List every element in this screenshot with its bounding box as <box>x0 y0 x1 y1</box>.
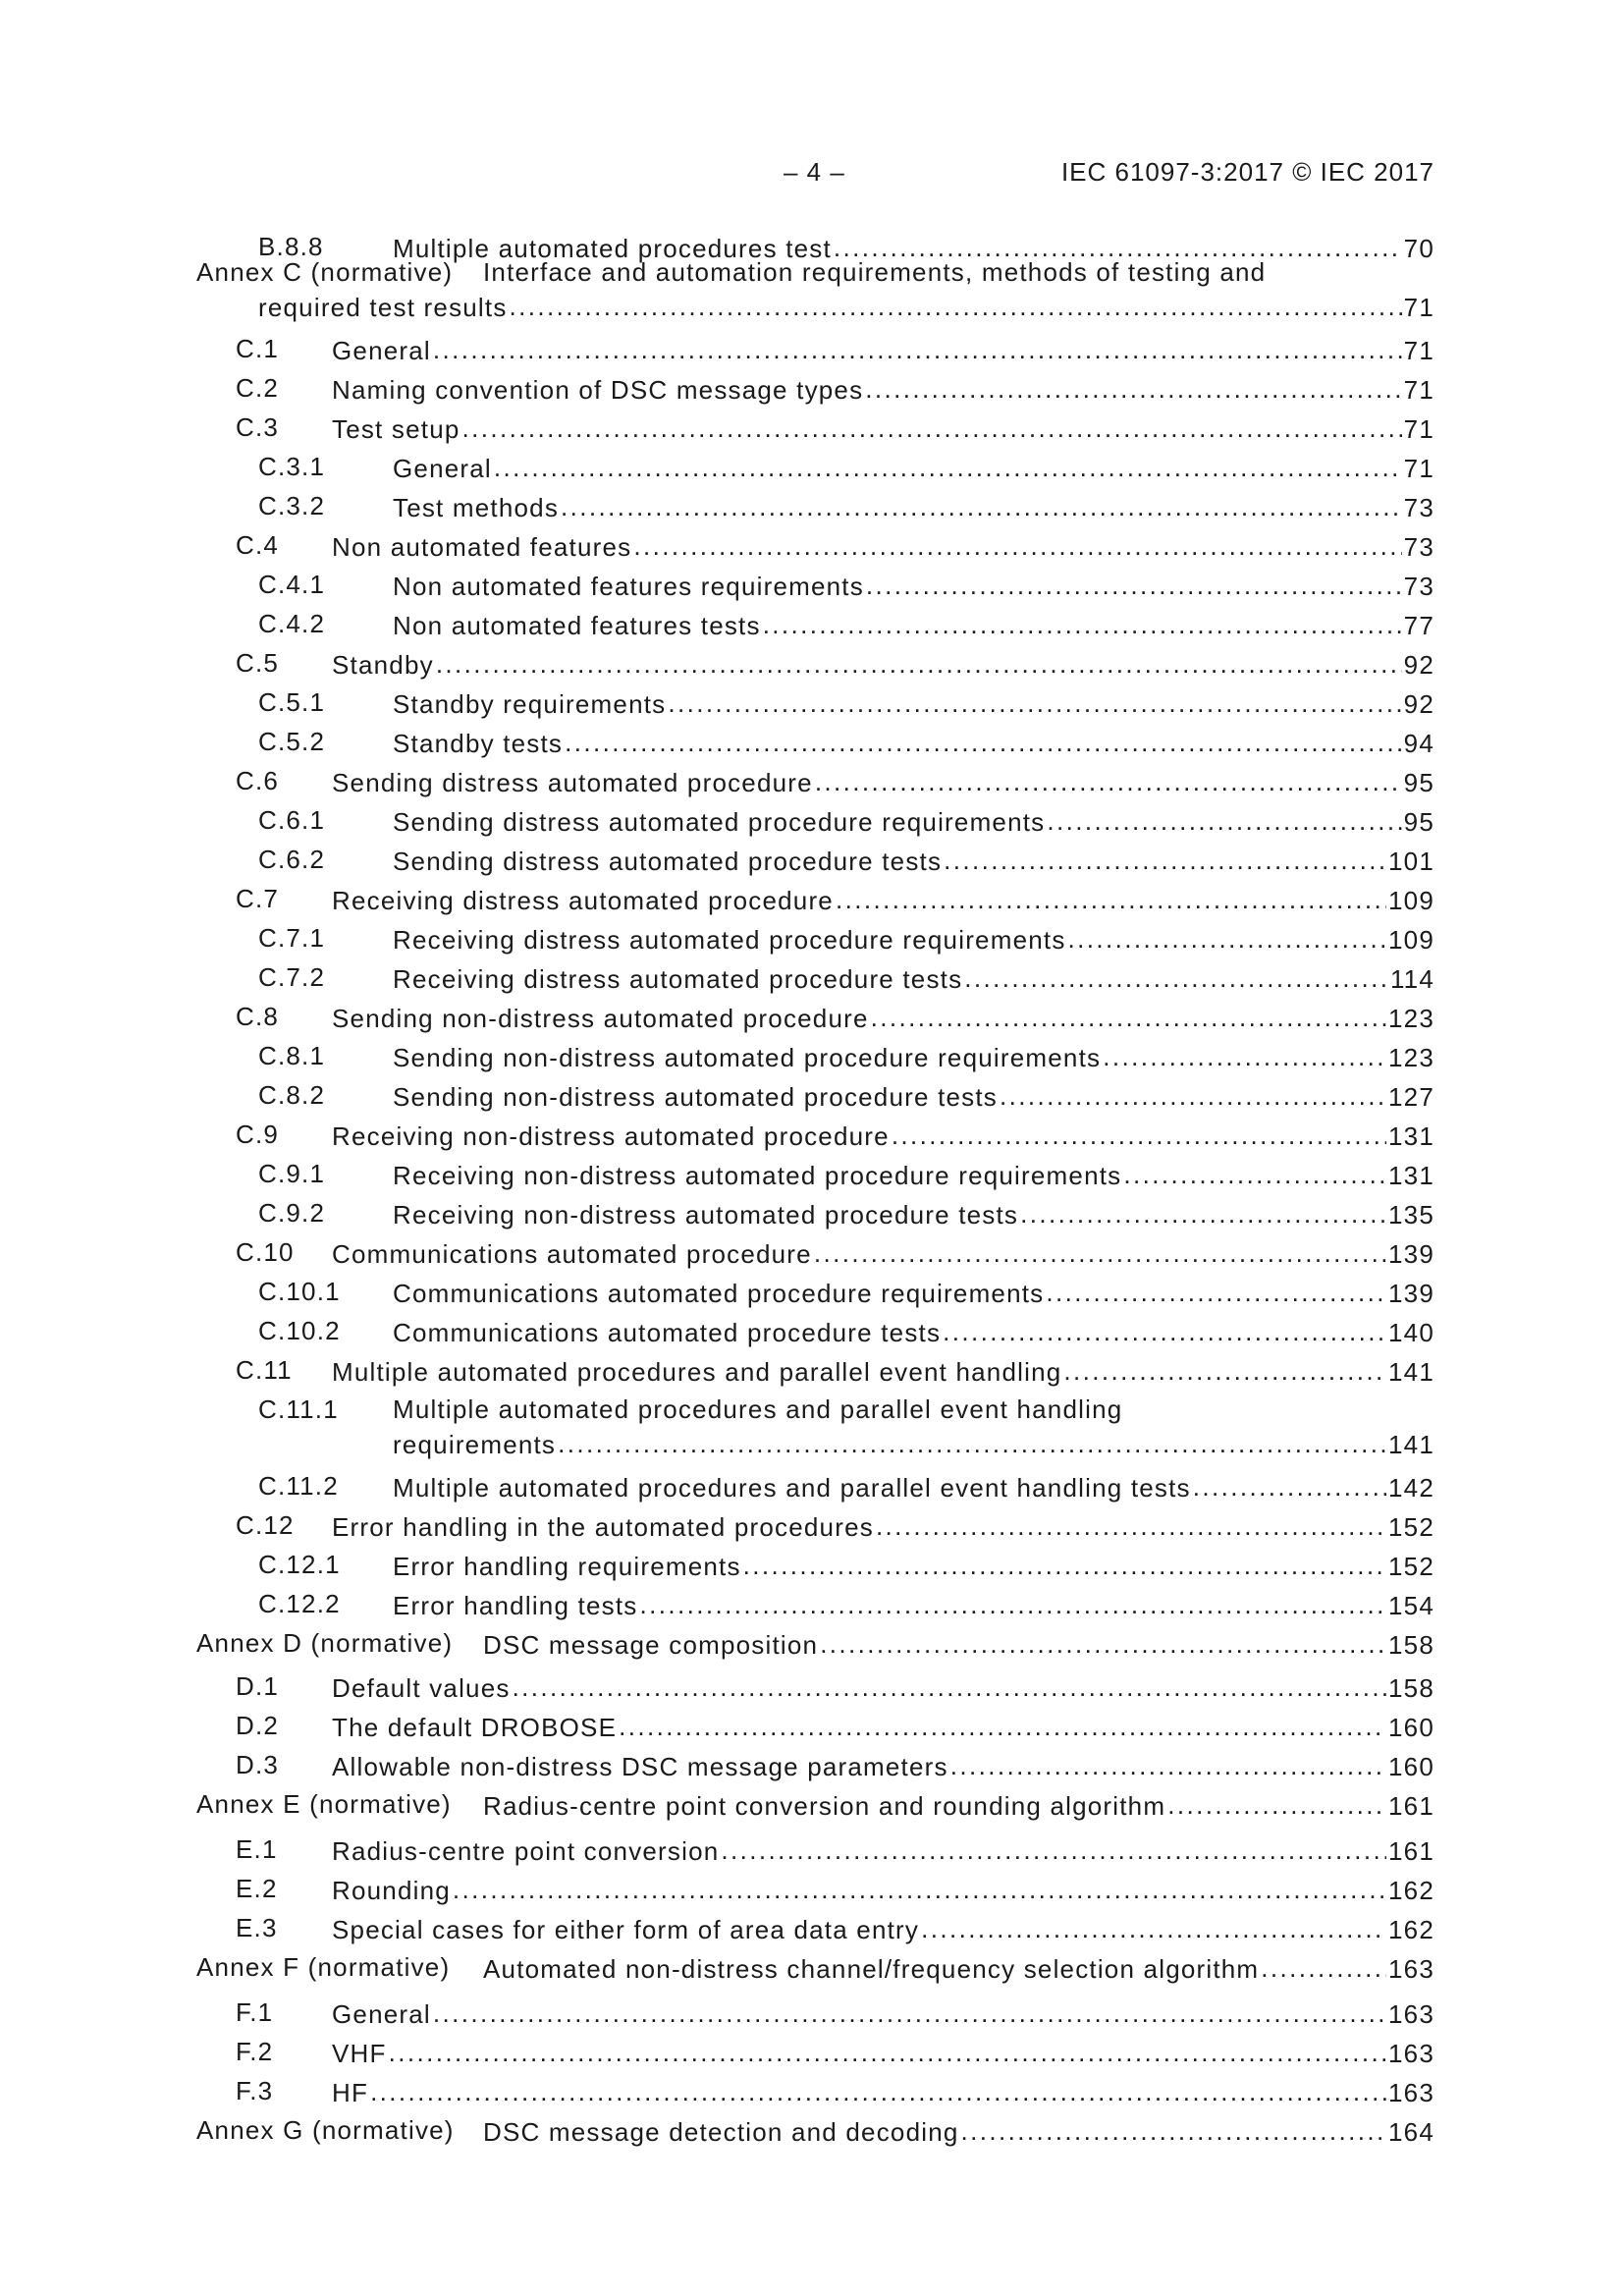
dot-leader <box>950 1750 1386 1776</box>
page-ref: 92 <box>1403 689 1434 719</box>
page-ref: 70 <box>1403 234 1434 263</box>
toc-entry[interactable] <box>0 1316 1623 1351</box>
entry-line <box>393 570 1434 602</box>
dot-leader <box>433 334 1402 359</box>
entry-line <box>332 1355 1434 1388</box>
entry-line <box>393 1316 1434 1348</box>
entry-title: Radius-centre point conversion <box>332 1836 720 1866</box>
toc-entry[interactable] <box>0 1628 1623 1664</box>
page-header <box>0 157 1623 196</box>
annex-label: Annex C (normative) <box>196 257 454 287</box>
entry-title: Receiving non-distress automated procedure tests <box>393 1200 1019 1230</box>
toc-entry[interactable] <box>0 1237 1623 1273</box>
section-number: C.8.2 <box>258 1080 326 1110</box>
page-ref: 164 <box>1388 2117 1434 2147</box>
page-ref: 158 <box>1388 1630 1434 1660</box>
annex-label: Annex G (normative) <box>196 2115 455 2145</box>
toc-entry[interactable] <box>0 1952 1623 1988</box>
toc-entry[interactable] <box>0 2115 1623 2151</box>
toc-entry[interactable] <box>0 1913 1623 1948</box>
section-number: C.2 <box>236 373 280 403</box>
page-ref: 94 <box>1403 729 1434 758</box>
page-ref: 154 <box>1388 1591 1434 1620</box>
toc-entry[interactable] <box>0 2076 1623 2111</box>
dot-leader <box>921 1913 1386 1939</box>
page-ref: 163 <box>1388 2039 1434 2068</box>
page-ref: 135 <box>1388 1200 1434 1230</box>
dot-leader <box>743 1550 1386 1575</box>
section-number: C.8 <box>236 1002 280 1031</box>
dot-leader <box>453 1874 1386 1899</box>
dot-leader <box>943 1316 1386 1341</box>
toc-entry[interactable] <box>0 1394 1623 1459</box>
toc-entry[interactable] <box>0 687 1623 723</box>
toc-entry[interactable] <box>0 257 1623 322</box>
page-ref: 163 <box>1388 1954 1434 1984</box>
toc-entry[interactable] <box>0 1711 1623 1746</box>
section-number: C.10 <box>236 1237 295 1267</box>
entry-title: HF <box>332 2078 369 2107</box>
dot-leader <box>389 2037 1386 2062</box>
entry-title: DSC message detection and decoding <box>483 2117 959 2147</box>
toc-entry[interactable] <box>0 334 1623 369</box>
entry-title: requirements <box>393 1430 557 1459</box>
entry-line <box>258 291 1434 323</box>
toc-entry[interactable] <box>0 412 1623 448</box>
toc-entry[interactable] <box>0 1550 1623 1585</box>
entry-title: Error handling requirements <box>393 1552 741 1581</box>
dot-leader <box>865 373 1401 399</box>
entry-title: General <box>332 1999 431 2029</box>
dot-leader <box>1000 1080 1386 1106</box>
page-ref: 71 <box>1403 454 1434 483</box>
entry-line <box>332 648 1434 681</box>
dot-leader <box>1103 1041 1386 1066</box>
entry-line <box>393 1041 1434 1073</box>
entry-title: Multiple automated procedures and parallel event handling tests <box>393 1473 1191 1503</box>
entry-title: Sending non-distress automated procedure requirements <box>393 1043 1102 1072</box>
section-number: C.11.2 <box>258 1471 339 1501</box>
section-number: F.1 <box>236 1997 274 2027</box>
entry-line <box>332 1002 1434 1034</box>
page-ref: 163 <box>1388 2078 1434 2107</box>
entry-line <box>393 845 1434 877</box>
section-number: C.11.1 <box>258 1394 339 1424</box>
entry-title: Receiving distress automated procedure tests <box>393 964 963 994</box>
entry-title: Naming convention of DSC message types <box>332 375 864 405</box>
entry-title: Sending non-distress automated procedure <box>332 1004 869 1033</box>
dot-leader <box>668 687 1401 713</box>
entry-title: Test methods <box>393 493 560 522</box>
section-number: C.4 <box>236 530 280 560</box>
entry-line <box>393 1080 1434 1113</box>
section-number: C.7.1 <box>258 923 326 953</box>
entry-title: Standby <box>332 650 434 680</box>
dot-leader <box>1063 1355 1386 1381</box>
section-number: C.3 <box>236 412 280 442</box>
entry-title: Receiving non-distress automated procedure <box>332 1121 890 1151</box>
entry-title: The default DROBOSE <box>332 1713 618 1742</box>
toc-entry[interactable] <box>0 2037 1623 2072</box>
entry-title: Receiving distress automated procedure <box>332 886 834 915</box>
entry-line <box>393 923 1434 956</box>
page-ref: 141 <box>1388 1357 1434 1387</box>
section-number: C.5.1 <box>258 687 326 717</box>
entry-line <box>332 1120 1434 1152</box>
entry-line <box>483 1952 1434 1985</box>
page-ref: 131 <box>1388 1121 1434 1151</box>
entry-title: DSC message composition <box>483 1630 819 1660</box>
page-ref: 139 <box>1388 1279 1434 1308</box>
toc-entry[interactable] <box>0 452 1623 487</box>
section-number: D.3 <box>236 1750 280 1779</box>
page-ref: 163 <box>1388 1999 1434 2029</box>
toc-entry[interactable] <box>0 373 1623 409</box>
toc-entry[interactable] <box>0 648 1623 683</box>
page-ref: 127 <box>1388 1082 1434 1112</box>
entry-line <box>332 766 1434 798</box>
page-ref: 152 <box>1388 1512 1434 1542</box>
toc-entry[interactable] <box>0 1198 1623 1233</box>
dot-leader <box>836 884 1386 909</box>
entry-line <box>483 1789 1434 1822</box>
entry-title: VHF <box>332 2039 387 2068</box>
section-number: C.5.2 <box>258 727 326 756</box>
entry-title: Special cases for either form of area data entry <box>332 1915 920 1944</box>
section-number: C.11 <box>236 1355 293 1385</box>
page-ref: 140 <box>1388 1318 1434 1347</box>
dot-leader <box>834 232 1402 257</box>
toc-entry[interactable] <box>0 1080 1623 1116</box>
entry-title: General <box>393 454 492 483</box>
annex-label: Annex F (normative) <box>196 1952 451 1982</box>
dot-leader <box>763 609 1402 634</box>
toc-entry[interactable] <box>0 1471 1623 1506</box>
page-ref: 73 <box>1403 532 1434 562</box>
entry-line <box>332 530 1434 563</box>
section-number: C.7.2 <box>258 962 326 992</box>
entry-line <box>332 1997 1434 2030</box>
section-number: C.7 <box>236 884 280 913</box>
dot-leader <box>639 1589 1386 1614</box>
dot-leader <box>510 291 1402 316</box>
toc-entry[interactable] <box>0 884 1623 919</box>
section-number: C.12.2 <box>258 1589 341 1618</box>
entry-title: Error handling tests <box>393 1591 638 1620</box>
page-ref: 161 <box>1388 1791 1434 1821</box>
dot-leader <box>436 648 1402 674</box>
entry-title: Multiple automated procedures test <box>393 234 832 263</box>
entry-title: Communications automated procedure tests <box>393 1318 942 1347</box>
section-number: C.10.1 <box>258 1277 341 1306</box>
entry-title: required test results <box>258 293 508 322</box>
dot-leader <box>558 1428 1386 1453</box>
page-ref: 123 <box>1388 1004 1434 1033</box>
dot-leader <box>1068 923 1386 949</box>
toc-entry[interactable] <box>0 727 1623 762</box>
page-ref: 95 <box>1403 768 1434 797</box>
entry-line <box>393 1277 1434 1309</box>
page-ref: 161 <box>1388 1836 1434 1866</box>
entry-title: Sending distress automated procedure tests <box>393 847 943 876</box>
section-number: C.5 <box>236 648 280 678</box>
dot-leader <box>820 1628 1386 1654</box>
toc-entry[interactable] <box>0 1159 1623 1194</box>
entry-line <box>332 373 1434 406</box>
dot-leader <box>1193 1471 1386 1497</box>
section-number: E.2 <box>236 1874 278 1903</box>
dot-leader <box>494 452 1402 477</box>
entry-title: Sending distress automated procedure requirements <box>393 807 1046 837</box>
toc-entry[interactable] <box>0 1789 1623 1825</box>
entry-line <box>332 1237 1434 1270</box>
section-number: C.1 <box>236 334 280 363</box>
toc-entry[interactable] <box>0 1834 1623 1870</box>
page-ref: 114 <box>1389 964 1434 994</box>
page-ref: 131 <box>1388 1161 1434 1190</box>
entry-line <box>332 1510 1434 1543</box>
page-ref: 160 <box>1388 1752 1434 1781</box>
section-number: D.1 <box>236 1671 280 1701</box>
dot-leader <box>462 412 1402 438</box>
page-ref: 160 <box>1388 1713 1434 1742</box>
entry-title: Receiving distress automated procedure requirements <box>393 925 1066 955</box>
entry-line <box>393 962 1434 995</box>
page-ref: 142 <box>1388 1473 1434 1503</box>
section-number: C.6.1 <box>258 805 326 835</box>
entry-title: Test setup <box>332 414 460 444</box>
entry-line <box>393 452 1434 484</box>
section-number: C.12.1 <box>258 1550 341 1579</box>
entry-line <box>393 1159 1434 1191</box>
dot-leader <box>892 1120 1386 1145</box>
page-ref: 139 <box>1388 1239 1434 1269</box>
entry-line <box>332 1834 1434 1867</box>
page-number: – 4 – <box>784 157 845 187</box>
entry-title: Communications automated procedure <box>332 1239 812 1269</box>
page-ref: 71 <box>1403 336 1434 365</box>
entry-line <box>332 1750 1434 1782</box>
dot-leader <box>561 491 1402 517</box>
entry-line <box>332 1913 1434 1945</box>
entry-line <box>393 1589 1434 1621</box>
page-ref: 152 <box>1388 1552 1434 1581</box>
entry-line <box>332 412 1434 445</box>
entry-title: Non automated features requirements <box>393 572 864 601</box>
dot-leader <box>1167 1789 1386 1815</box>
page-ref: 109 <box>1388 925 1434 955</box>
entry-title: Sending distress automated procedure <box>332 768 813 797</box>
dot-leader <box>370 2076 1386 2102</box>
toc-entry[interactable] <box>0 1874 1623 1909</box>
toc-entry[interactable] <box>0 845 1623 880</box>
dot-leader <box>721 1834 1386 1860</box>
section-number: C.3.2 <box>258 491 326 520</box>
dot-leader <box>866 570 1402 595</box>
entry-line <box>332 334 1434 366</box>
page-ref: 95 <box>1403 807 1434 837</box>
dot-leader <box>1020 1198 1386 1224</box>
entry-line <box>483 1628 1434 1661</box>
dot-leader <box>814 1237 1386 1263</box>
entry-title: Communications automated procedure requirements <box>393 1279 1045 1308</box>
toc-entry[interactable] <box>0 923 1623 958</box>
dot-leader <box>944 845 1386 870</box>
toc-entry[interactable] <box>0 1277 1623 1312</box>
page-ref: 101 <box>1388 847 1434 876</box>
page-ref: 73 <box>1403 493 1434 522</box>
page-ref: 158 <box>1388 1673 1434 1703</box>
page-ref: 162 <box>1388 1876 1434 1905</box>
entry-line <box>393 491 1434 523</box>
dot-leader <box>1047 805 1401 831</box>
document-reference: IEC 61097-3:2017 © IEC 2017 <box>1060 157 1434 187</box>
section-number: C.9.1 <box>258 1159 326 1188</box>
entry-title: Receiving non-distress automated procedure requirements <box>393 1161 1122 1190</box>
entry-line <box>393 727 1434 759</box>
section-number: C.6.2 <box>258 845 326 874</box>
entry-title: Multiple automated procedures and parallel event handling <box>332 1357 1062 1387</box>
section-number: C.9 <box>236 1120 280 1149</box>
entry-line <box>332 884 1434 916</box>
entry-title: General <box>332 336 431 365</box>
dot-leader <box>513 1671 1386 1697</box>
toc-entry[interactable] <box>0 1041 1623 1076</box>
entry-line <box>393 1550 1434 1582</box>
toc-entry[interactable] <box>0 570 1623 605</box>
dot-leader <box>433 1997 1386 2023</box>
dot-leader <box>565 727 1402 752</box>
toc-entry[interactable] <box>0 609 1623 644</box>
page-ref: 71 <box>1403 414 1434 444</box>
dot-leader <box>961 2115 1386 2141</box>
toc-entry[interactable] <box>0 530 1623 566</box>
entry-title: Standby tests <box>393 729 564 758</box>
section-number: F.2 <box>236 2037 274 2066</box>
entry-title: Non automated features <box>332 532 632 562</box>
entry-title: Sending non-distress automated procedure tests <box>393 1082 998 1112</box>
section-number: C.4.2 <box>258 609 326 638</box>
entry-title: Error handling in the automated procedures <box>332 1512 874 1542</box>
entry-title: Automated non-distress channel/frequency selection algorithm <box>483 1954 1260 1984</box>
toc-entry[interactable] <box>0 1589 1623 1624</box>
entry-line <box>332 1874 1434 1906</box>
section-number: B.8.8 <box>258 232 324 261</box>
section-number: E.1 <box>236 1834 278 1864</box>
entry-title: Non automated features tests <box>393 611 761 640</box>
entry-line <box>393 1198 1434 1230</box>
page-ref: 71 <box>1403 293 1434 322</box>
toc-entry[interactable] <box>0 1671 1623 1707</box>
section-number: C.3.1 <box>258 452 326 481</box>
section-number: C.9.2 <box>258 1198 326 1228</box>
annex-label: Annex E (normative) <box>196 1789 452 1819</box>
annex-label: Annex D (normative) <box>196 1628 454 1658</box>
section-number: F.3 <box>236 2076 274 2105</box>
toc-entry[interactable] <box>0 805 1623 841</box>
entry-line <box>393 1428 1434 1460</box>
entry-line <box>332 1711 1434 1743</box>
entry-title-first-line: Interface and automation requirements, methods of testing and <box>483 257 1267 287</box>
entry-title: Standby requirements <box>393 689 667 719</box>
entry-line <box>393 1471 1434 1503</box>
entry-line <box>393 805 1434 838</box>
entry-title: Radius-centre point conversion and rounding algorithm <box>483 1791 1166 1821</box>
dot-leader <box>619 1711 1386 1736</box>
toc-entry[interactable] <box>0 962 1623 998</box>
entry-line <box>393 687 1434 720</box>
section-number: C.10.2 <box>258 1316 341 1345</box>
entry-title-first-line: Multiple automated procedures and parallel event handling <box>393 1394 1123 1424</box>
entry-line <box>393 609 1434 641</box>
toc-entry[interactable] <box>0 1002 1623 1037</box>
dot-leader <box>871 1002 1386 1027</box>
page-ref: 162 <box>1388 1915 1434 1944</box>
dot-leader <box>876 1510 1386 1536</box>
toc-entry[interactable] <box>0 1120 1623 1155</box>
toc-entry[interactable] <box>0 1997 1623 2033</box>
toc-entry[interactable] <box>0 1750 1623 1785</box>
section-number: C.4.1 <box>258 570 326 599</box>
entry-title: Allowable non-distress DSC message parameters <box>332 1752 948 1781</box>
entry-title: Default values <box>332 1673 511 1703</box>
entry-line <box>332 2076 1434 2108</box>
dot-leader <box>1261 1952 1386 1978</box>
toc-entry[interactable] <box>0 766 1623 801</box>
entry-title: Rounding <box>332 1876 451 1905</box>
toc-entry[interactable] <box>0 1355 1623 1391</box>
dot-leader <box>815 766 1402 792</box>
section-number: D.2 <box>236 1711 280 1740</box>
page-ref: 77 <box>1403 611 1434 640</box>
entry-line <box>332 1671 1434 1704</box>
entry-line <box>483 2115 1434 2148</box>
dot-leader <box>633 530 1401 556</box>
page-ref: 71 <box>1403 375 1434 405</box>
section-number: E.3 <box>236 1913 278 1942</box>
page-ref: 123 <box>1388 1043 1434 1072</box>
dot-leader <box>1123 1159 1386 1184</box>
section-number: C.12 <box>236 1510 295 1540</box>
page-ref: 141 <box>1388 1430 1434 1459</box>
dot-leader <box>964 962 1388 988</box>
dot-leader <box>1046 1277 1386 1302</box>
toc-entry[interactable] <box>0 1510 1623 1546</box>
page-ref: 73 <box>1403 572 1434 601</box>
entry-line <box>332 2037 1434 2069</box>
section-number: C.6 <box>236 766 280 795</box>
section-number: C.8.1 <box>258 1041 326 1070</box>
page-ref: 92 <box>1403 650 1434 680</box>
toc-entry[interactable] <box>0 491 1623 526</box>
page-ref: 109 <box>1388 886 1434 915</box>
